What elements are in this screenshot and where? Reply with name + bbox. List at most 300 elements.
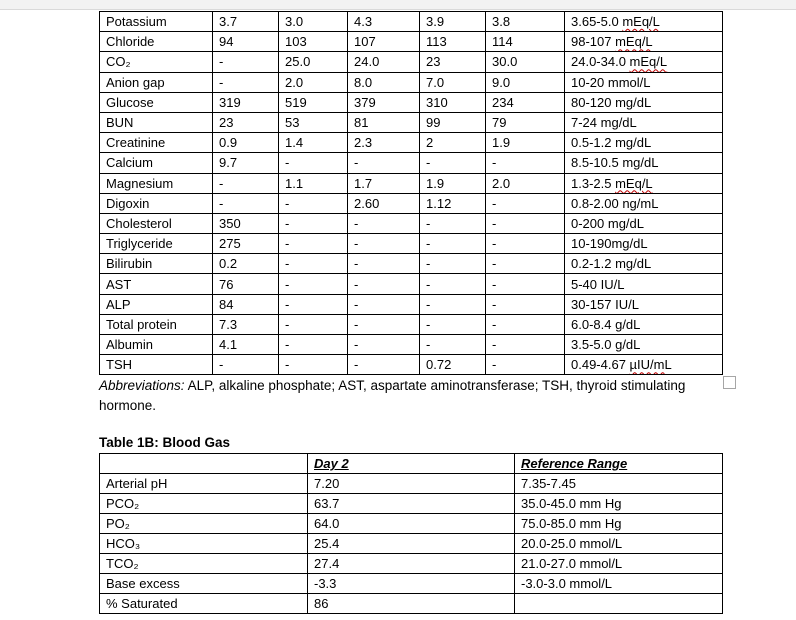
- lab-value-cell: [486, 355, 565, 375]
- abbreviations-note: [99, 376, 729, 416]
- lab-value-cell-text: -: [492, 215, 497, 231]
- blood-gas-day2-cell: 64.0: [308, 514, 515, 534]
- lab-value-cell: [279, 72, 348, 92]
- lab-value-cell-text: 275: [219, 236, 241, 252]
- lab-name-cell-text: TSH: [106, 357, 132, 373]
- lab-value-cell-text: -: [492, 357, 497, 373]
- lab-value-cell: [420, 112, 486, 132]
- lab-value-cell-text: -: [285, 215, 290, 231]
- lab-value-cell-text: 2.0: [285, 74, 304, 90]
- lab-value-cell: [420, 133, 486, 153]
- lab-reference-cell: [565, 213, 723, 233]
- lab-value-cell-text: -: [285, 155, 290, 171]
- lab-row: [100, 294, 723, 314]
- lab-value-cell: [213, 173, 279, 193]
- lab-value-cell: [279, 254, 348, 274]
- lab-value-cell: [348, 314, 420, 334]
- lab-reference-cell-text: 7-24 mg/dL: [571, 115, 637, 131]
- lab-reference-cell: [565, 72, 723, 92]
- blood-gas-day2-cell: -3.3: [308, 574, 515, 594]
- lab-name-cell-text: Cholesterol: [106, 215, 172, 231]
- lab-value-cell: [420, 234, 486, 254]
- lab-value-cell-text: 0.2: [219, 256, 238, 272]
- lab-value-cell: [348, 234, 420, 254]
- lab-value-cell: [279, 92, 348, 112]
- lab-value-cell: [348, 12, 420, 32]
- blood-gas-row: [100, 534, 723, 554]
- lab-value-cell-text: 81: [354, 115, 369, 131]
- lab-value-cell-text: 99: [426, 115, 441, 131]
- blood-gas-ref-cell: 20.0-25.0 mmol/L: [515, 534, 723, 554]
- lab-value-cell-text: 113: [426, 34, 447, 50]
- lab-value-cell: [348, 153, 420, 173]
- lab-value-cell-text: -: [354, 337, 359, 353]
- lab-name-cell-text: BUN: [106, 115, 134, 131]
- lab-name-cell-text: AST: [106, 276, 132, 292]
- lab-value-cell: [420, 153, 486, 173]
- lab-value-cell: [348, 112, 420, 132]
- lab-name-cell: [100, 355, 213, 375]
- lab-row: [100, 153, 723, 173]
- lab-value-cell-text: 76: [219, 276, 234, 292]
- lab-value-cell-text: 2.60: [354, 195, 380, 211]
- lab-reference-cell: [565, 153, 723, 173]
- lab-reference-cell-text: 8.5-10.5 mg/dL: [571, 155, 659, 171]
- lab-name-cell: [100, 112, 213, 132]
- lab-value-cell-text: 350: [219, 215, 241, 231]
- blood-gas-day2-cell: 7.20: [308, 474, 515, 494]
- lab-value-cell-text: 0.9: [219, 135, 238, 151]
- lab-value-cell: [486, 314, 565, 334]
- lab-name-cell: [100, 274, 213, 294]
- lab-reference-cell-text: 24.0-34.0 mEq/L: [571, 54, 668, 70]
- lab-value-cell-text: -: [426, 215, 431, 231]
- lab-reference-cell-text: 98-107 mEq/L: [571, 34, 653, 50]
- lab-value-cell-text: -: [492, 236, 497, 252]
- lab-value-cell: [486, 193, 565, 213]
- blood-gas-day2-cell: 27.4: [308, 554, 515, 574]
- lab-value-cell: [213, 355, 279, 375]
- blood-gas-table: [99, 453, 723, 614]
- lab-reference-cell: [565, 335, 723, 355]
- lab-value-cell: [279, 335, 348, 355]
- blood-gas-row: [100, 554, 723, 574]
- lab-value-cell-text: -: [492, 276, 497, 292]
- lab-value-cell: [213, 52, 279, 72]
- lab-value-cell-text: 1.1: [285, 175, 304, 191]
- lab-value-cell-text: -: [492, 155, 497, 171]
- lab-value-cell: [420, 173, 486, 193]
- lab-row: [100, 335, 723, 355]
- spellcheck-underline: mEq/L: [615, 34, 653, 50]
- lab-value-cell-text: 1.12: [426, 195, 452, 211]
- lab-value-cell-text: -: [285, 316, 290, 332]
- lab-value-cell: [213, 294, 279, 314]
- lab-value-cell-text: -: [426, 276, 431, 292]
- lab-value-cell: [486, 52, 565, 72]
- lab-row: [100, 193, 723, 213]
- lab-reference-cell: [565, 193, 723, 213]
- lab-value-cell-text: 7.0: [426, 74, 445, 90]
- lab-value-cell-text: -: [285, 276, 290, 292]
- lab-value-cell-text: 3.9: [426, 14, 445, 30]
- lab-reference-cell: [565, 254, 723, 274]
- lab-row: [100, 32, 723, 52]
- spellcheck-underline: mEq/L: [615, 175, 653, 191]
- lab-row: [100, 12, 723, 32]
- lab-value-cell-text: -: [492, 337, 497, 353]
- lab-value-cell-text: -: [285, 357, 290, 373]
- lab-reference-cell-text: 10-20 mmol/L: [571, 74, 651, 90]
- blood-gas-header-row: [100, 454, 723, 474]
- blood-gas-ref-cell: 7.35-7.45: [515, 474, 723, 494]
- lab-reference-cell: [565, 355, 723, 375]
- blood-gas-row: [100, 514, 723, 534]
- blood-gas-day2-cell: 86: [308, 594, 515, 614]
- lab-value-cell-text: -: [354, 215, 359, 231]
- lab-value-cell-text: 319: [219, 94, 241, 110]
- lab-value-cell: [420, 32, 486, 52]
- lab-value-cell-text: 9.7: [219, 155, 238, 171]
- lab-reference-cell: [565, 294, 723, 314]
- window-top-strip: [0, 0, 796, 10]
- lab-value-cell-text: 1.4: [285, 135, 304, 151]
- lab-value-cell: [279, 274, 348, 294]
- lab-value-cell: [420, 213, 486, 233]
- lab-value-cell-text: -: [219, 74, 224, 90]
- lab-value-cell-text: -: [426, 296, 431, 312]
- lab-reference-cell-text: 3.65-5.0 mEq/L: [571, 14, 660, 30]
- lab-reference-cell-text: 0.8-2.00 ng/mL: [571, 195, 659, 211]
- blood-gas-row: [100, 494, 723, 514]
- lab-value-cell-text: -: [426, 155, 431, 171]
- lab-value-cell: [486, 335, 565, 355]
- lab-value-cell-text: 519: [285, 94, 307, 110]
- spellcheck-underline: mEq/L: [629, 54, 668, 70]
- lab-row: [100, 133, 723, 153]
- lab-value-cell-text: 8.0: [354, 74, 373, 90]
- lab-name-cell: [100, 32, 213, 52]
- lab-row: [100, 72, 723, 92]
- lab-value-cell: [213, 193, 279, 213]
- lab-name-cell-text: Chloride: [106, 34, 155, 50]
- lab-value-cell: [486, 213, 565, 233]
- lab-name-cell: [100, 12, 213, 32]
- lab-value-cell-text: 4.1: [219, 337, 238, 353]
- blood-gas-row: [100, 594, 723, 614]
- lab-value-cell-text: -: [354, 316, 359, 332]
- lab-value-cell: [279, 193, 348, 213]
- lab-value-cell: [486, 72, 565, 92]
- lab-reference-cell-text: 3.5-5.0 g/dL: [571, 337, 641, 353]
- spellcheck-underline: mEq/L: [622, 14, 660, 30]
- lab-value-cell: [420, 355, 486, 375]
- lab-value-cell-text: 234: [492, 94, 514, 110]
- lab-value-cell-text: -: [285, 337, 290, 353]
- lab-row: [100, 52, 723, 72]
- lab-value-cell-text: 79: [492, 115, 507, 131]
- lab-value-cell-text: 23: [426, 54, 441, 70]
- lab-reference-cell: [565, 173, 723, 193]
- table-resize-handle[interactable]: [723, 376, 736, 389]
- lab-value-cell: [486, 274, 565, 294]
- blood-gas-ref-cell: 21.0-27.0 mmol/L: [515, 554, 723, 574]
- lab-reference-cell-text: 0.2-1.2 mg/dL: [571, 256, 652, 272]
- blood-gas-name-cell: PO₂: [100, 514, 308, 534]
- lab-value-cell: [213, 213, 279, 233]
- lab-value-cell-text: -: [354, 256, 359, 272]
- lab-value-cell-text: -: [219, 195, 224, 211]
- lab-reference-cell: [565, 32, 723, 52]
- lab-value-cell: [486, 153, 565, 173]
- lab-value-cell-text: 53: [285, 115, 300, 131]
- lab-value-cell-text: 379: [354, 94, 376, 110]
- lab-reference-cell: [565, 314, 723, 334]
- lab-value-cell: [420, 274, 486, 294]
- lab-row: [100, 112, 723, 132]
- lab-reference-cell: [565, 12, 723, 32]
- lab-value-cell: [348, 72, 420, 92]
- lab-value-cell: [348, 274, 420, 294]
- lab-value-cell: [279, 355, 348, 375]
- lab-value-cell: [279, 12, 348, 32]
- lab-value-cell-text: 9.0: [492, 74, 511, 90]
- lab-name-cell-text: ALP: [106, 296, 131, 312]
- blood-gas-caption: Table 1B: Blood Gas: [99, 435, 231, 450]
- lab-row: [100, 234, 723, 254]
- lab-value-cell: [420, 72, 486, 92]
- lab-value-cell-text: 3.0: [285, 14, 304, 30]
- lab-name-cell: [100, 133, 213, 153]
- lab-value-cell-text: 1.9: [426, 175, 445, 191]
- lab-value-cell-text: 2.3: [354, 135, 373, 151]
- lab-value-cell-text: -: [285, 296, 290, 312]
- lab-name-cell: [100, 193, 213, 213]
- lab-value-cell: [348, 294, 420, 314]
- lab-value-cell: [213, 12, 279, 32]
- lab-name-cell-text: Anion gap: [106, 74, 165, 90]
- lab-value-cell: [213, 112, 279, 132]
- blood-gas-name-cell: TCO₂: [100, 554, 308, 574]
- lab-reference-cell: [565, 274, 723, 294]
- lab-values-table: [99, 11, 723, 375]
- header-cell-empty: [100, 454, 308, 474]
- lab-value-cell-text: 24.0: [354, 54, 380, 70]
- lab-reference-cell: [565, 52, 723, 72]
- lab-value-cell: [279, 133, 348, 153]
- lab-value-cell-text: -: [426, 316, 431, 332]
- lab-value-cell: [279, 213, 348, 233]
- lab-value-cell-text: -: [219, 357, 224, 373]
- lab-reference-cell-text: 1.3-2.5 mEq/L: [571, 175, 653, 191]
- lab-value-cell: [486, 234, 565, 254]
- lab-reference-cell: [565, 133, 723, 153]
- lab-value-cell: [279, 173, 348, 193]
- lab-value-cell-text: 103: [285, 34, 307, 50]
- lab-name-cell-text: Albumin: [106, 337, 153, 353]
- lab-value-cell-text: -: [492, 195, 497, 211]
- header-reference-label: Reference Range: [521, 456, 628, 471]
- lab-value-cell: [486, 254, 565, 274]
- lab-value-cell: [213, 274, 279, 294]
- lab-reference-cell-text: 0.49-4.67 µIU/mL: [571, 357, 672, 373]
- lab-value-cell: [420, 52, 486, 72]
- lab-value-cell-text: 7.3: [219, 316, 238, 332]
- lab-value-cell-text: 310: [426, 94, 448, 110]
- lab-value-cell: [348, 355, 420, 375]
- lab-name-cell: [100, 234, 213, 254]
- lab-value-cell: [420, 254, 486, 274]
- lab-value-cell: [486, 112, 565, 132]
- lab-name-cell: [100, 72, 213, 92]
- lab-value-cell: [213, 254, 279, 274]
- lab-value-cell-text: -: [492, 296, 497, 312]
- blood-gas-ref-cell: 35.0-45.0 mm Hg: [515, 494, 723, 514]
- lab-row: [100, 254, 723, 274]
- lab-value-cell-text: 2: [426, 135, 434, 151]
- lab-value-cell-text: 84: [219, 296, 234, 312]
- blood-gas-ref-cell: [515, 594, 723, 614]
- blood-gas-day2-cell: 63.7: [308, 494, 515, 514]
- lab-row: [100, 92, 723, 112]
- lab-name-cell-text: Triglyceride: [106, 236, 173, 252]
- lab-value-cell-text: -: [354, 276, 359, 292]
- lab-row: [100, 274, 723, 294]
- lab-row: [100, 355, 723, 375]
- blood-gas-ref-cell: 75.0-85.0 mm Hg: [515, 514, 723, 534]
- lab-name-cell: [100, 294, 213, 314]
- lab-value-cell: [213, 133, 279, 153]
- lab-value-cell-text: -: [492, 256, 497, 272]
- lab-value-cell-text: -: [219, 175, 224, 191]
- lab-value-cell: [420, 314, 486, 334]
- lab-value-cell-text: 25.0: [285, 54, 311, 70]
- blood-gas-name-cell: Arterial pH: [100, 474, 308, 494]
- lab-value-cell: [420, 92, 486, 112]
- lab-value-cell-text: 30.0: [492, 54, 518, 70]
- lab-value-cell-text: 3.8: [492, 14, 511, 30]
- blood-gas-name-cell: % Saturated: [100, 594, 308, 614]
- lab-value-cell: [486, 294, 565, 314]
- lab-value-cell: [348, 32, 420, 52]
- lab-value-cell: [279, 52, 348, 72]
- lab-name-cell-text: Potassium: [106, 14, 167, 30]
- lab-value-cell-text: 3.7: [219, 14, 238, 30]
- lab-name-cell-text: Total protein: [106, 316, 177, 332]
- lab-value-cell: [348, 193, 420, 213]
- header-cell-day2: [308, 454, 515, 474]
- lab-name-cell-text: Creatinine: [106, 135, 166, 151]
- lab-value-cell-text: -: [285, 236, 290, 252]
- lab-value-cell-text: 114: [492, 34, 513, 50]
- lab-value-cell: [279, 314, 348, 334]
- lab-name-cell-text: Digoxin: [106, 195, 150, 211]
- lab-value-cell-text: -: [354, 296, 359, 312]
- lab-value-cell-text: -: [492, 316, 497, 332]
- spellcheck-underline: µIU/m: [629, 357, 665, 373]
- lab-reference-cell-text: 10-190mg/dL: [571, 236, 648, 252]
- lab-value-cell: [279, 234, 348, 254]
- lab-value-cell-text: 0.72: [426, 357, 452, 373]
- lab-value-cell: [279, 112, 348, 132]
- lab-value-cell-text: -: [426, 256, 431, 272]
- lab-name-cell: [100, 153, 213, 173]
- lab-reference-cell: [565, 92, 723, 112]
- lab-value-cell: [279, 32, 348, 52]
- lab-name-cell-text: CO₂: [106, 54, 131, 70]
- lab-name-cell: [100, 254, 213, 274]
- lab-name-cell: [100, 335, 213, 355]
- lab-value-cell-text: -: [354, 236, 359, 252]
- lab-name-cell: [100, 213, 213, 233]
- lab-value-cell: [213, 32, 279, 52]
- lab-value-cell: [213, 153, 279, 173]
- lab-value-cell: [279, 294, 348, 314]
- lab-name-cell: [100, 92, 213, 112]
- lab-value-cell: [420, 193, 486, 213]
- header-cell-reference: [515, 454, 723, 474]
- lab-value-cell: [348, 213, 420, 233]
- lab-value-cell-text: -: [354, 357, 359, 373]
- blood-gas-name-cell: HCO₃: [100, 534, 308, 554]
- lab-value-cell: [486, 173, 565, 193]
- lab-value-cell: [420, 335, 486, 355]
- lab-value-cell: [279, 153, 348, 173]
- lab-value-cell-text: 4.3: [354, 14, 373, 30]
- lab-name-cell: [100, 314, 213, 334]
- lab-value-cell-text: 107: [354, 34, 376, 50]
- lab-value-cell-text: -: [285, 256, 290, 272]
- blood-gas-name-cell: Base excess: [100, 574, 308, 594]
- lab-value-cell: [486, 133, 565, 153]
- lab-value-cell-text: -: [426, 337, 431, 353]
- lab-value-cell: [348, 173, 420, 193]
- lab-value-cell-text: 23: [219, 115, 234, 131]
- lab-row: [100, 213, 723, 233]
- lab-value-cell: [420, 294, 486, 314]
- lab-name-cell-text: Calcium: [106, 155, 153, 171]
- lab-value-cell: [348, 335, 420, 355]
- header-day2-label: Day 2: [314, 456, 349, 471]
- lab-reference-cell-text: 6.0-8.4 g/dL: [571, 316, 641, 332]
- lab-name-cell: [100, 173, 213, 193]
- lab-reference-cell-text: 80-120 mg/dL: [571, 94, 652, 110]
- blood-gas-name-cell: PCO₂: [100, 494, 308, 514]
- lab-row: [100, 173, 723, 193]
- lab-value-cell: [486, 32, 565, 52]
- lab-value-cell-text: 1.9: [492, 135, 511, 151]
- blood-gas-ref-cell: -3.0-3.0 mmol/L: [515, 574, 723, 594]
- lab-name-cell-text: Magnesium: [106, 175, 174, 191]
- lab-value-cell-text: 2.0: [492, 175, 511, 191]
- lab-value-cell: [348, 52, 420, 72]
- lab-reference-cell-text: 5-40 IU/L: [571, 276, 625, 292]
- lab-reference-cell-text: 0-200 mg/dL: [571, 215, 644, 231]
- lab-value-cell-text: -: [285, 195, 290, 211]
- lab-value-cell: [420, 12, 486, 32]
- lab-value-cell: [348, 92, 420, 112]
- lab-value-cell: [213, 72, 279, 92]
- blood-gas-day2-cell: 25.4: [308, 534, 515, 554]
- lab-value-cell: [486, 92, 565, 112]
- blood-gas-row: [100, 574, 723, 594]
- lab-reference-cell-text: 30-157 IU/L: [571, 296, 639, 312]
- lab-name-cell: [100, 52, 213, 72]
- lab-value-cell-text: -: [426, 236, 431, 252]
- lab-value-cell: [348, 254, 420, 274]
- lab-reference-cell: [565, 112, 723, 132]
- lab-value-cell-text: -: [219, 54, 224, 70]
